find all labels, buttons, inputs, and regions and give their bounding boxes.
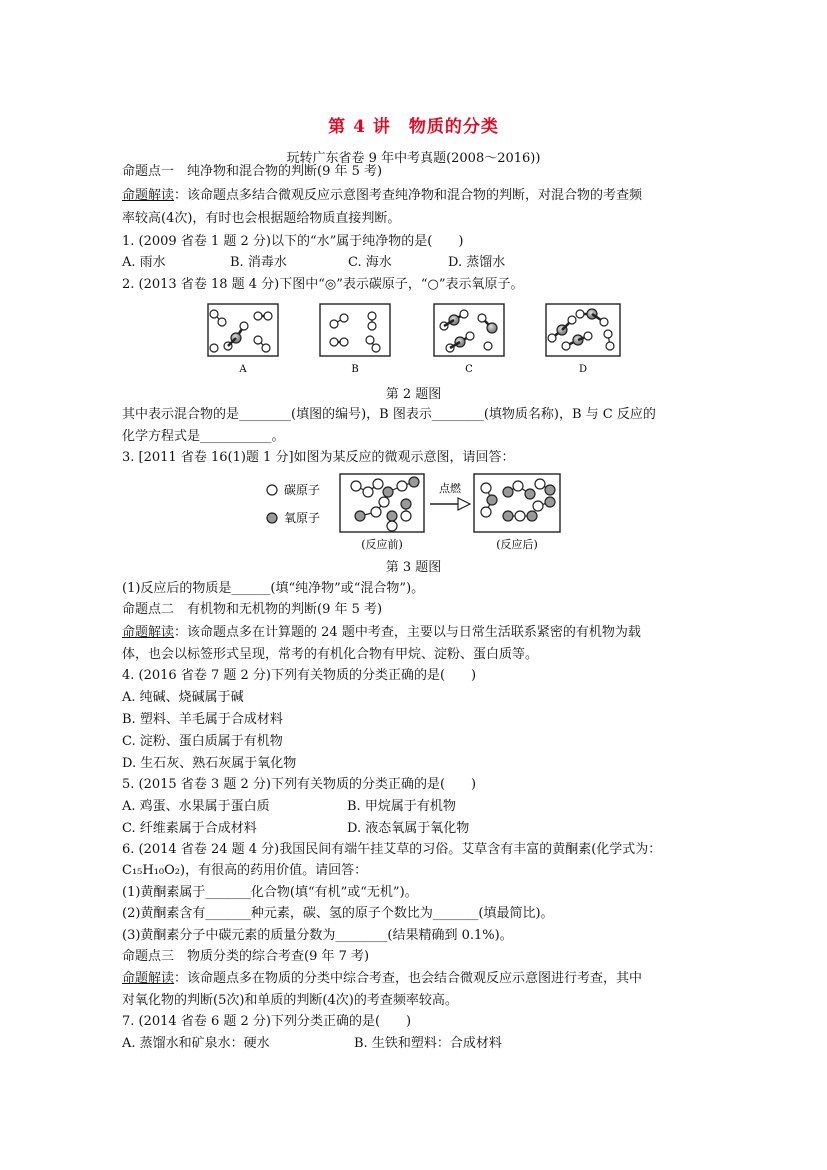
figure-2-caption: 第 2 题图 [385,387,442,402]
question-5: 5. (2015 省卷 3 题 2 分)下列有关物质的分类正确的是( ) [122,777,477,792]
reading-text: ：该命题点多在计算题的 24 题中考查，主要以与日常生活联系紧密的有机物为载 [174,625,641,640]
question-3-figure [260,472,570,552]
section1-reading-cont: 率较高(4次)，有时也会根据题给物质直接判断。 [122,211,401,226]
reaction-arrow-icon [458,498,470,510]
option: A. 鸡蛋、水果属于蛋白质 [122,799,270,814]
question-1-options [122,253,505,273]
option: B. 甲烷属于有机物 [347,799,456,814]
reading-text: ：该命题点多结合微观反应示意图考查纯净物和混合物的判断，对混合物的考查频 [174,188,643,203]
option: B. 消毒水 [230,255,287,270]
reading-label: 命题解读 [122,625,175,640]
question-7-options [122,1034,502,1054]
option: C. 海水 [348,255,392,270]
question-4-option: A. 纯碱、烧碱属于碱 [122,690,244,705]
question-2-line-2: 化学方程式是___________。 [122,429,285,444]
reading-label: 命题解读 [122,188,175,203]
section3-reading-cont: 对氧化物的判断(5次)和单质的判断(4次)的考查频率较高。 [122,993,458,1008]
section2-heading: 命题点二 有机物和无机物的判断(9 年 5 考) [122,602,383,617]
question-2-figure [200,300,630,380]
legend-carbon: 碳原子 [284,483,321,497]
question-5-options-row2 [122,819,469,839]
page-title: 第 4 讲 物质的分类 [328,117,499,137]
option: A. 蒸馏水和矿泉水：硬水 [122,1036,270,1051]
question-6: 6. (2014 省卷 24 题 4 分)我国民间有端午挂艾草的习俗。艾草含有丰富的黄酮素(化学式为： [122,842,662,857]
fig-label: C [465,364,473,375]
option: C. 纤维素属于合成材料 [122,821,257,836]
option: D. 蒸馏水 [448,255,506,270]
section2-reading-cont: 体，也会以标签形式呈现，常考的有机化合物有甲烷、淀粉、蛋白质等。 [122,647,539,662]
section1-reading [122,186,642,206]
before-label: (反应前) [361,538,403,551]
carbon-atom-legend-icon [267,485,277,495]
option: D. 液态氧属于氧化物 [347,821,470,836]
question-4-option: D. 生石灰、熟石灰属于氧化物 [122,756,297,771]
reading-label: 命题解读 [122,971,175,986]
section3-heading: 命题点三 物质分类的综合考查(9 年 7 考) [122,949,370,964]
question-7: 7. (2014 省卷 6 题 2 分)下列分类正确的是( ) [122,1014,412,1029]
section3-reading [122,969,642,989]
question-4: 4. (2016 省卷 7 题 2 分)下列有关物质的分类正确的是( ) [122,668,477,683]
question-6-line-2: (2)黄酮素含有_______种元素，碳、氢的原子个数比为_______(填最简比)。 [122,906,554,921]
section1-heading: 命题点一 纯净物和混合物的判断(9 年 5 考) [122,164,383,179]
reading-text: ：该命题点多在物质的分类中综合考查，也会结合微观反应示意图进行考查，其中 [174,971,643,986]
option: A. 雨水 [122,255,166,270]
option: B. 生铁和塑料：合成材料 [354,1036,502,1051]
arrow-label: 点燃 [439,482,461,495]
oxygen-atom-legend-icon [267,513,277,523]
page-subtitle: 玩转广东省卷 9 年中考真题(2008～2016)) [286,151,541,166]
question-4-option: C. 淀粉、蛋白质属于有机物 [122,734,283,749]
question-6-formula: C₁₅H₁₀O₂)，有很高的药用价值。请回答： [122,863,368,878]
question-6-line-3: (3)黄酮素分子中碳元素的质量分数为________(结果精确到 0.1%)。 [122,928,513,943]
fig-label: D [578,364,588,375]
fig-label: A [239,364,247,375]
question-2-line-1: 其中表示混合物的是________(填图的编号)，B 图表示________(填物质名称)，B 与 C 反应的 [122,407,656,422]
question-6-line-1: (1)黄酮素属于_______化合物(填“有机”或“无机”)。 [122,885,418,900]
question-4-option: B. 塑料、羊毛属于合成材料 [122,712,283,727]
question-1: 1. (2009 省卷 1 题 2 分)以下的“水”属于纯净物的是( ) [122,234,464,249]
question-5-options-row1 [122,797,456,817]
question-2: 2. (2013 省卷 18 题 4 分)下图中“◎”表示碳原子，“○”表示氧原子。 [122,277,524,292]
question-3-line-1: (1)反应后的物质是______(填“纯净物”或“混合物”)。 [122,581,425,596]
section2-reading [122,623,641,643]
fig-label: B [351,364,359,375]
after-label: (反应后) [496,538,538,551]
question-3: 3. [2011 省卷 16(1)题 1 分]如图为某反应的微观示意图，请回答： [122,450,515,465]
legend-oxygen: 氧原子 [284,511,321,525]
figure-3-caption: 第 3 题图 [385,560,442,575]
